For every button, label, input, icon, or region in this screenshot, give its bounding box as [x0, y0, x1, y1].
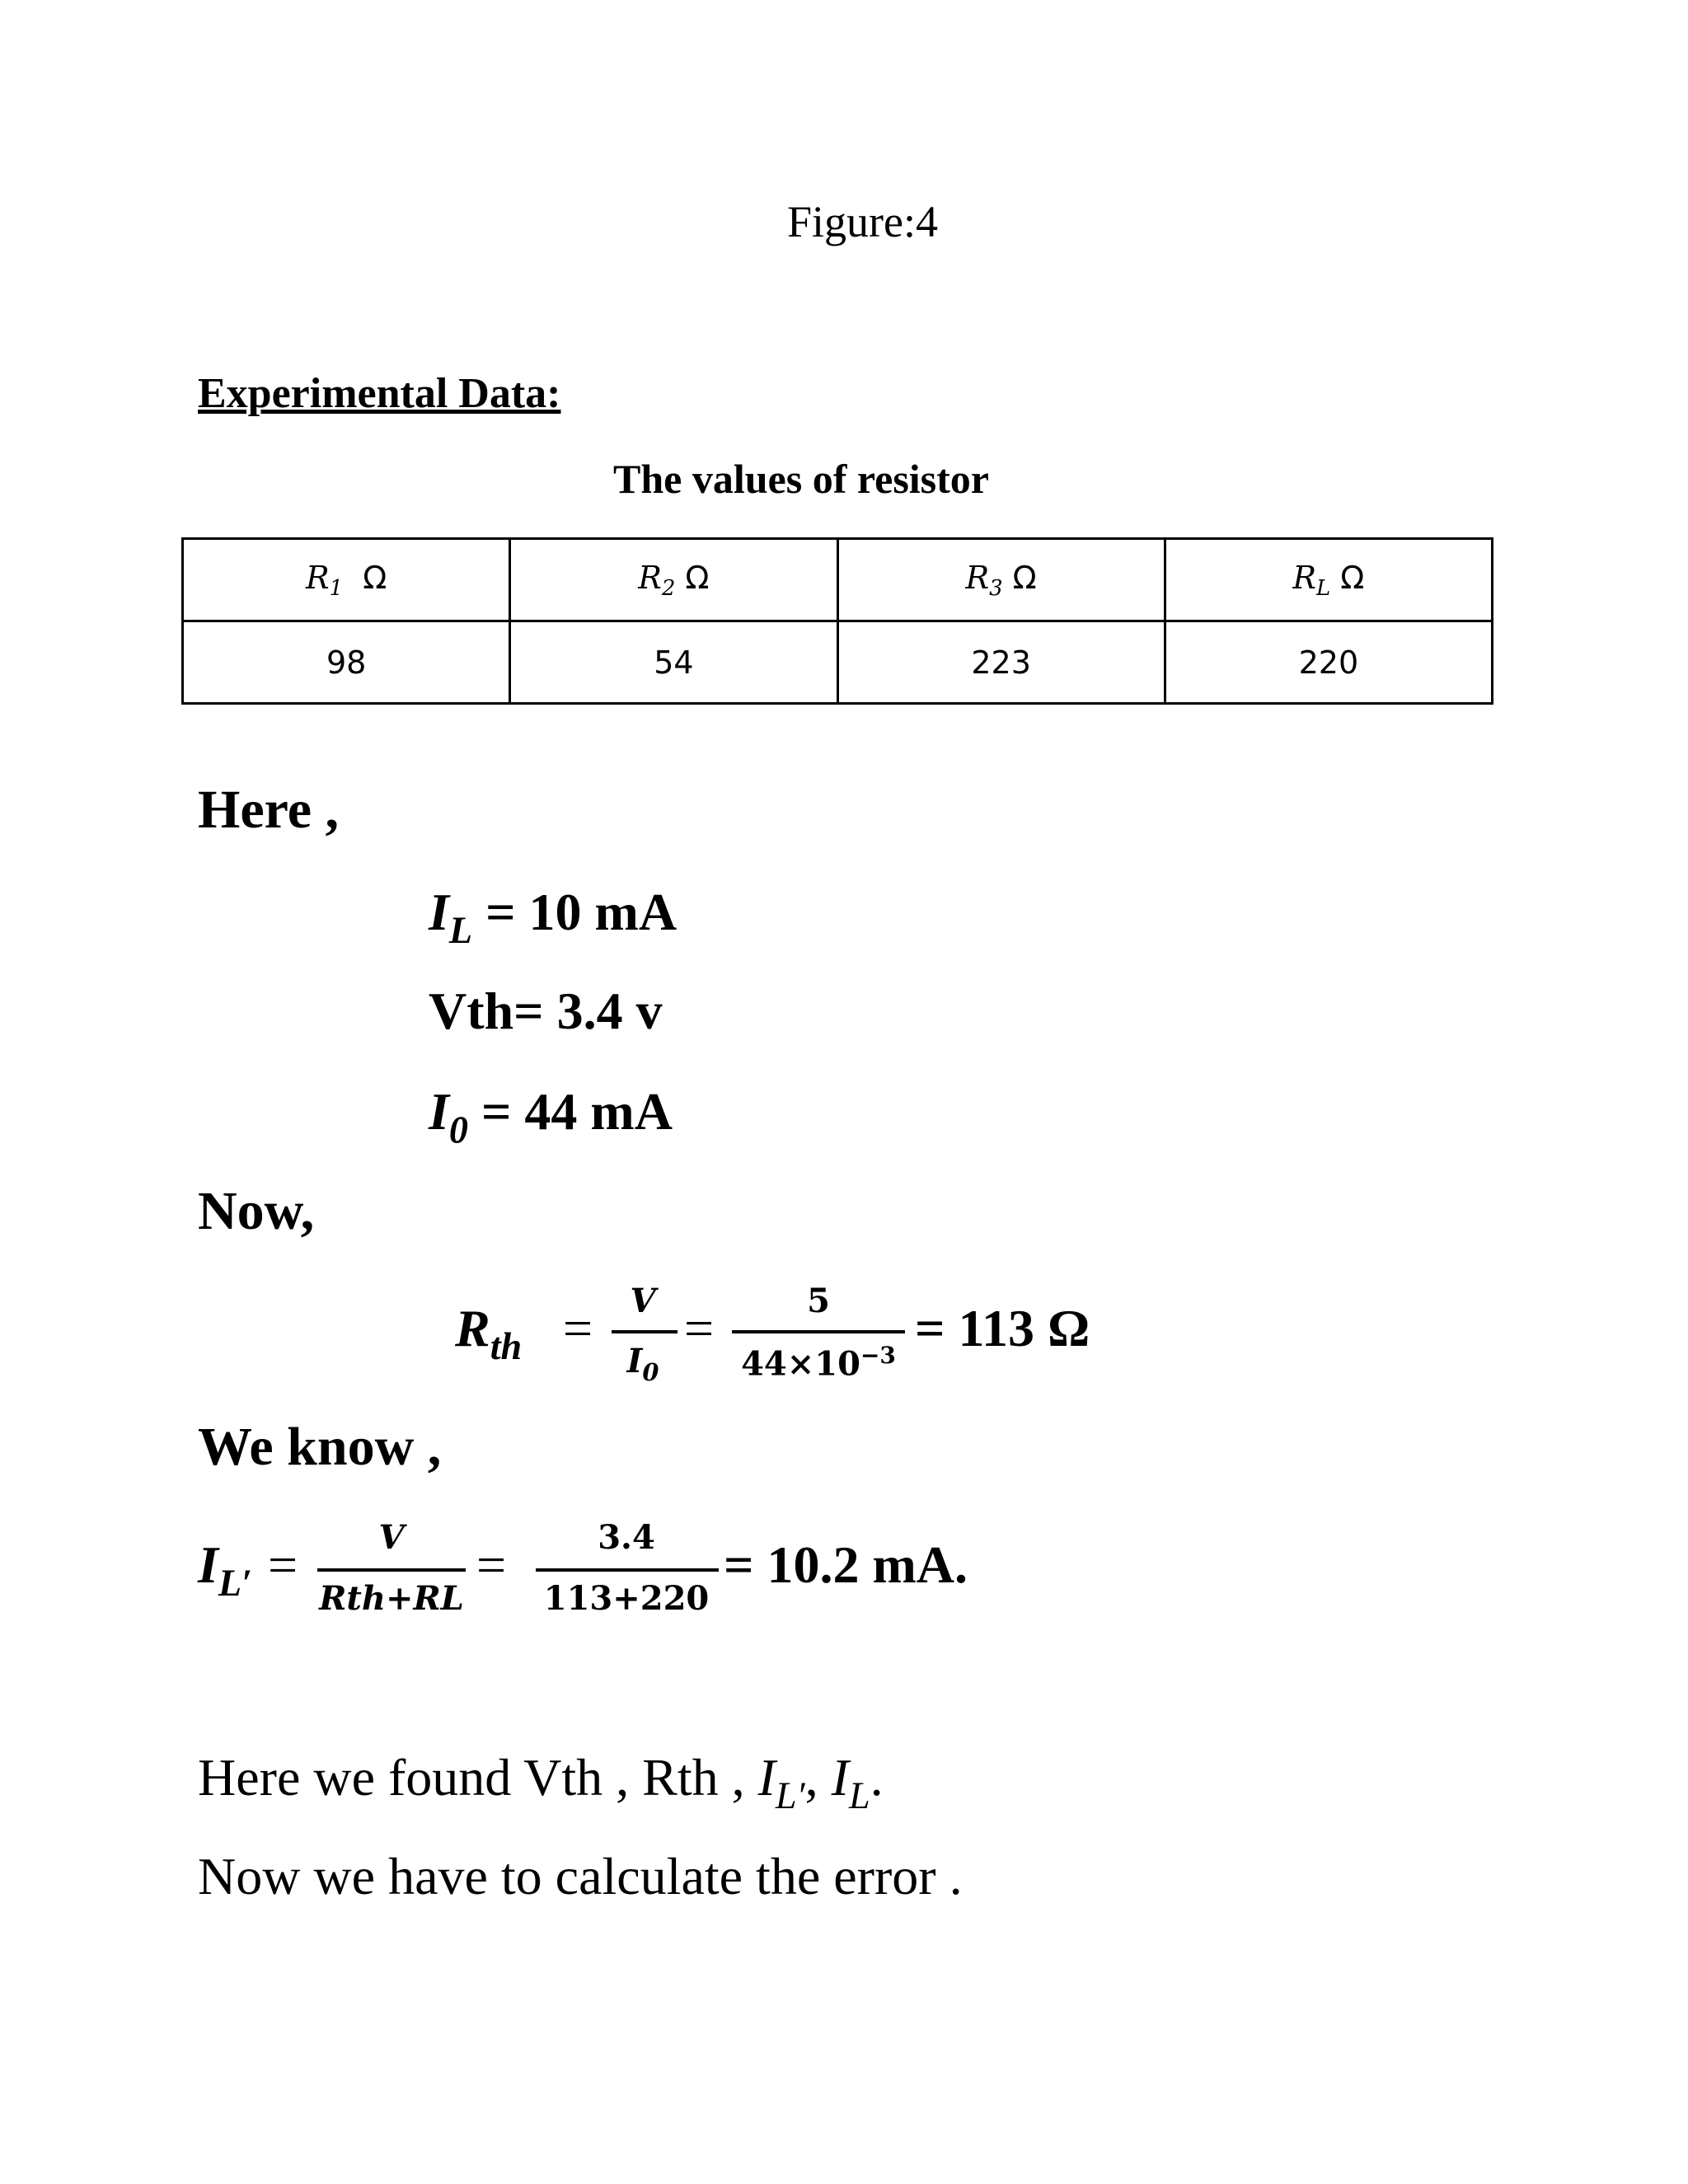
- header-r3: $R_3$ Ω: [837, 539, 1165, 621]
- ilp-frac1-bar: [317, 1568, 466, 1572]
- resistor-table: [181, 537, 1493, 705]
- table-header-row: [183, 539, 1493, 621]
- section-heading: Experimental Data:: [198, 370, 561, 417]
- rth-frac1-den: $I_0$: [626, 1342, 659, 1387]
- here-label: Here ,: [198, 780, 340, 840]
- header-r1: $R_1$ Ω: [183, 539, 510, 621]
- figure-caption: Figure:4: [787, 197, 938, 246]
- ilp-frac2-num: 3.4: [598, 1518, 655, 1557]
- rth-frac2-num: 5: [807, 1282, 830, 1320]
- header-r2: $R_2$ Ω: [510, 539, 837, 621]
- given-vth: Vth= 3.4 v: [429, 982, 663, 1040]
- table-row: [183, 621, 1493, 704]
- value-r2: 54: [510, 621, 837, 704]
- ilp-lhs: $I_{L'}$: [198, 1535, 253, 1605]
- rth-result: = 113 Ω: [915, 1299, 1090, 1357]
- value-r3: 223: [837, 621, 1165, 704]
- table-title: The values of resistor: [613, 456, 989, 502]
- conclusion-line-1: Here we found Vth , Rth , $I_{L'}$, $I_L$.: [198, 1748, 884, 1817]
- ilp-frac2-den: 113+220: [543, 1579, 710, 1618]
- value-rl: 220: [1165, 621, 1492, 704]
- ilp-frac2-bar: [536, 1568, 719, 1572]
- given-il: $I_L = 10$ mA: [429, 883, 678, 952]
- now-label: Now,: [198, 1181, 315, 1241]
- header-rl: $R_L$ Ω: [1165, 539, 1492, 621]
- rth-equals-1: =: [563, 1299, 593, 1357]
- given-io: $I_0 = 44$ mA: [429, 1082, 673, 1151]
- ilp-equals-2: =: [476, 1535, 507, 1594]
- rth-frac1-bar: [612, 1330, 678, 1333]
- ilp-result: = 10.2 mA.: [724, 1535, 968, 1594]
- rth-lhs: $R_{th}$: [455, 1299, 523, 1368]
- we-know-label: We know ,: [198, 1417, 442, 1477]
- rth-frac1-num: V: [630, 1282, 656, 1320]
- ilp-equals-1: =: [268, 1535, 298, 1594]
- ilp-frac1-num: V: [378, 1518, 405, 1557]
- value-r1: 98: [183, 621, 510, 704]
- rth-equals-2: =: [684, 1299, 715, 1357]
- conclusion-line-2: Now we have to calculate the error .: [198, 1847, 963, 1905]
- rth-frac2-bar: [732, 1330, 905, 1333]
- ilp-frac1-den: Rth+RL: [319, 1579, 464, 1618]
- rth-frac2-den: $44\times 10^{-3}$: [741, 1342, 896, 1384]
